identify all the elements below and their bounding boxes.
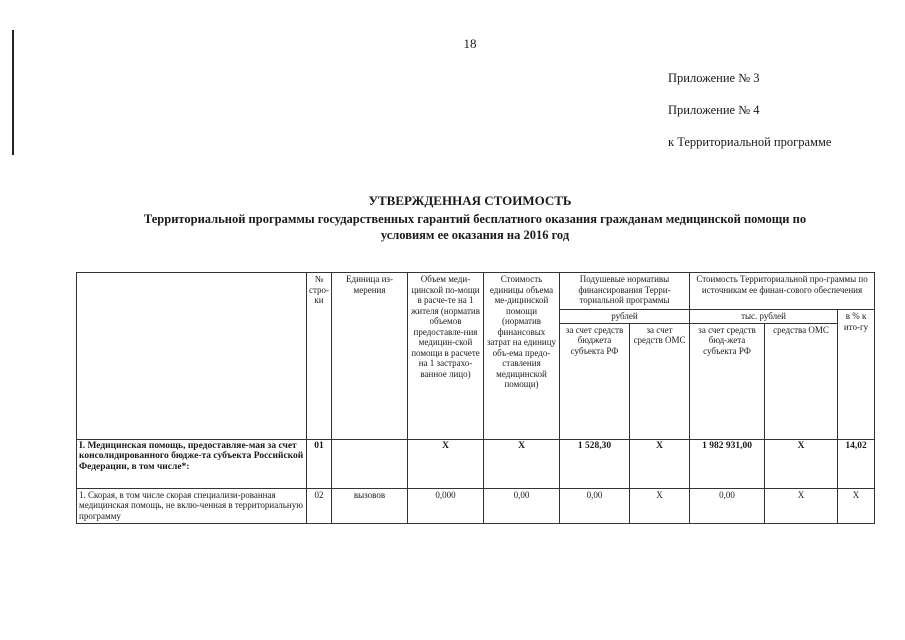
row-cost-per-unit: X [484,439,560,488]
row-cost-budget: 1 982 931,00 [690,439,765,488]
document-title: УТВЕРЖДЕННАЯ СТОИМОСТЬ [368,193,572,208]
annex-line-3: к Территориальной программе [668,135,832,149]
subtitle-line-2: условиям ее оказания на 2016 год [380,228,570,242]
header-cost-unit: тыс. рублей [690,310,838,324]
row-cost-per-unit: 0,00 [484,488,560,523]
row-no: 01 [307,439,332,488]
row-volume: X [408,439,484,488]
row-percent: 14,02 [838,439,875,488]
row-name: I. Медицинская помощь, предоставляе-мая за счет консолидированного бюдже-та субъекта Российской Федерации, в том числе*: [77,439,307,488]
row-name: 1. Скорая, в том числе скорая специализи-рованная медицинская помощь, не вклю-ченная в территориальную программу [77,488,307,523]
header-unit: Единица из-мерения [332,273,408,440]
header-per-capita-unit: рублей [560,310,690,324]
header-volume: Объем меди-цинской по-мощи в расче-те на 1 жителя (норматив объемов предоставле-ния медицин-ской помощи в расчете на 1 застрахо-ванное лицо) [408,273,484,440]
table-row [77,439,875,488]
annex-line-2: Приложение № 4 [668,103,760,117]
row-pc-oms: X [630,439,690,488]
header-name-cell [77,273,307,440]
header-cost-per-unit: Стоимость единицы объема ме-дицинской помощи (норматив финансовых затрат на единицу объ-ема предо-ставления медицинской помощи) [484,273,560,440]
subtitle-line-1: Территориальной программы государственных гарантий бесплатного оказания гражданам медицинской помощи по [143,212,807,226]
annex-line-1: Приложение № 3 [668,71,760,85]
margin-line [12,30,14,155]
row-percent: X [838,488,875,523]
header-per-capita-oms: за счет средств ОМС [630,323,690,439]
row-unit: вызовов [332,488,408,523]
header-per-capita-budget: за счет средств бюджета субъекта РФ [560,323,630,439]
header-cost-budget: за счет средств бюд-жета субъекта РФ [690,323,765,439]
page-number: 18 [463,36,477,51]
header-cost-oms: средства ОМС [765,323,838,439]
row-unit [332,439,408,488]
header-row-1 [77,273,875,310]
row-cost-oms: X [765,488,838,523]
row-pc-oms: X [630,488,690,523]
row-cost-budget: 0,00 [690,488,765,523]
header-row-no: № стро-ки [307,273,332,440]
row-cost-oms: X [765,439,838,488]
header-cost-percent: в % к ито-гу [838,310,875,440]
row-volume: 0,000 [408,488,484,523]
row-pc-budget: 1 528,30 [560,439,630,488]
header-per-capita-group: Подушевые нормативы финансирования Терри-ториальной программы [560,273,690,310]
header-cost-group: Стоимость Территориальной про-граммы по источникам ее финан-сового обеспечения [690,273,875,310]
table-row [77,488,875,523]
row-no: 02 [307,488,332,523]
document-subtitle [80,211,870,243]
cost-table [76,272,875,524]
row-pc-budget: 0,00 [560,488,630,523]
